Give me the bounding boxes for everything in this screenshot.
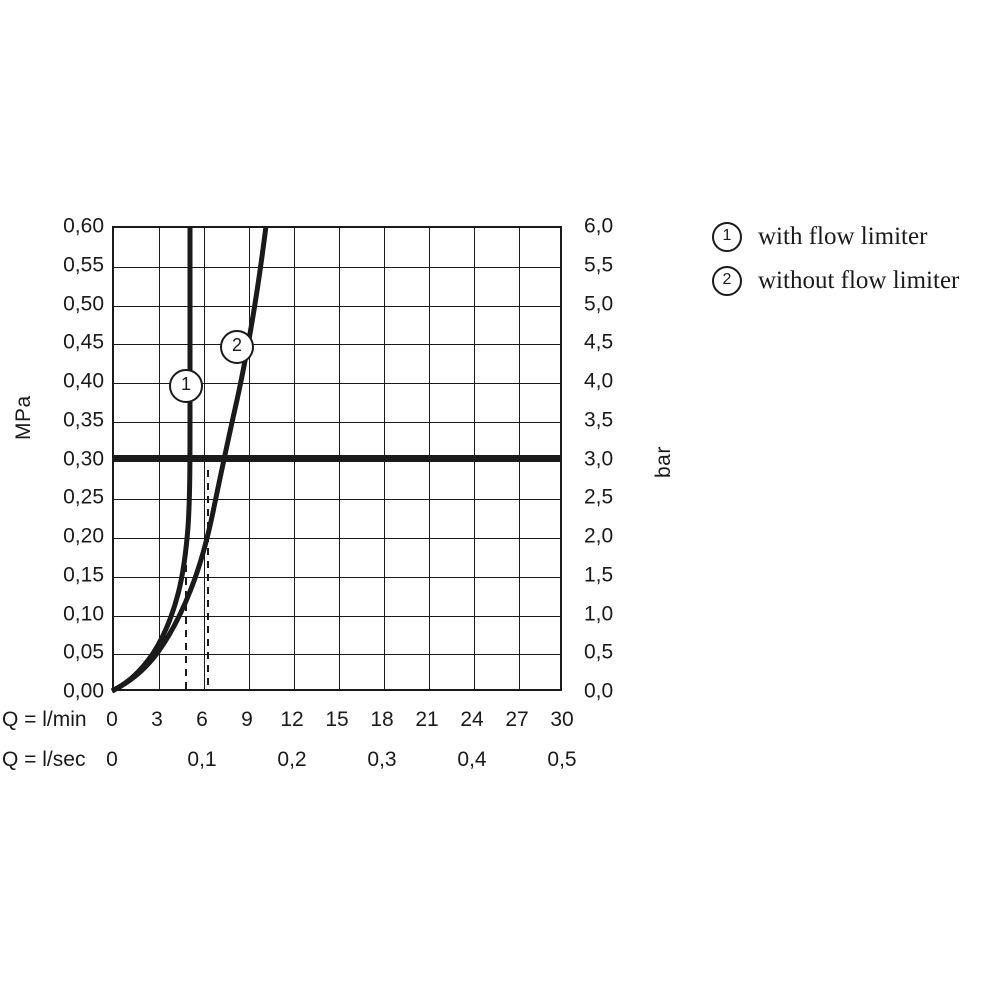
x-tick-lsec: 0,5 — [547, 748, 577, 771]
x-tick-lsec: 0 — [106, 748, 118, 771]
y-tick-right: 4,0 — [584, 369, 614, 393]
gridline-vertical — [294, 228, 295, 689]
gridline-horizontal — [114, 538, 560, 539]
x-tick-lmin: 0 — [106, 708, 118, 731]
x-tick-lsec: 0,4 — [457, 748, 487, 771]
y-tick-right: 1,0 — [584, 602, 614, 625]
gridline-horizontal — [114, 422, 560, 423]
gridline-vertical — [204, 228, 205, 689]
legend-label-2: without flow limiter — [758, 267, 960, 294]
gridline-vertical — [339, 228, 340, 689]
x-axis-lsec-label: Q = l/sec — [2, 748, 86, 771]
annotation-marker-1: 1 — [169, 369, 203, 403]
gridline-vertical — [429, 228, 430, 689]
x-axis-lmin-label: Q = l/min — [2, 708, 87, 731]
y-tick-right: 5,5 — [584, 253, 614, 277]
legend-badge-2: 2 — [712, 266, 742, 296]
y-tick-right: 0,5 — [584, 640, 614, 664]
y-tick-right: 3,5 — [584, 408, 614, 432]
gridline-vertical — [159, 228, 160, 689]
y-tick-right: 2,5 — [584, 485, 614, 509]
y-tick-right: 1,5 — [584, 563, 614, 587]
y-tick-left: 0,00 — [63, 679, 104, 703]
y-tick-left: 0,60 — [63, 214, 104, 238]
y-tick-left: 0,10 — [63, 602, 104, 625]
gridline-horizontal — [114, 344, 560, 345]
y-tick-left: 0,40 — [63, 369, 104, 393]
y-axis-right-title: bar — [652, 446, 675, 478]
gridline-vertical — [249, 228, 250, 689]
gridline-horizontal — [114, 267, 560, 268]
x-tick-lmin: 12 — [280, 708, 304, 731]
y-tick-left: 0,20 — [63, 524, 104, 548]
plot-area — [112, 226, 562, 691]
x-tick-lmin: 24 — [460, 708, 484, 731]
legend — [712, 222, 1000, 310]
y-tick-left: 0,15 — [63, 563, 104, 587]
gridline-vertical — [384, 228, 385, 689]
x-tick-lmin: 18 — [370, 708, 394, 731]
legend-label-1: with flow limiter — [758, 223, 928, 250]
x-tick-lmin: 3 — [151, 708, 163, 731]
gridline-vertical — [474, 228, 475, 689]
y-tick-left: 0,30 — [63, 447, 104, 470]
y-axis-left-ticks — [0, 214, 104, 703]
x-tick-lmin: 9 — [241, 708, 253, 731]
x-tick-lmin: 21 — [415, 708, 439, 731]
x-tick-lmin: 15 — [325, 708, 349, 731]
y-tick-left: 0,45 — [63, 330, 104, 354]
y-axis-left-title: MPa — [12, 395, 35, 440]
y-tick-left: 0,50 — [63, 292, 104, 315]
legend-item — [712, 266, 1000, 296]
annotation-marker-2: 2 — [220, 330, 254, 364]
x-tick-lmin: 27 — [505, 708, 529, 731]
gridline-horizontal — [114, 616, 560, 617]
x-tick-lsec: 0,1 — [187, 748, 217, 771]
y-tick-right: 5,0 — [584, 292, 614, 315]
y-tick-left: 0,25 — [63, 485, 104, 509]
legend-badge-1: 1 — [712, 222, 742, 252]
gridline-horizontal — [114, 577, 560, 578]
y-tick-right: 4,5 — [584, 330, 614, 354]
x-tick-lmin: 6 — [196, 708, 208, 731]
x-tick-lmin: 30 — [550, 708, 574, 731]
gridline-horizontal — [114, 499, 560, 500]
y-tick-left: 0,35 — [63, 408, 104, 432]
gridline-horizontal — [114, 654, 560, 655]
y-tick-right: 6,0 — [584, 214, 614, 238]
x-axis-lmin-row — [0, 706, 1000, 734]
y-tick-right: 2,0 — [584, 524, 614, 548]
x-axis-lsec-row — [0, 746, 1000, 774]
y-tick-left: 0,55 — [63, 253, 104, 277]
x-tick-lsec: 0,3 — [367, 748, 397, 771]
x-tick-lsec: 0,2 — [277, 748, 307, 771]
y-tick-right: 3,0 — [584, 447, 614, 470]
gridline-vertical — [519, 228, 520, 689]
gridline-horizontal — [114, 306, 560, 307]
y-tick-right: 0,0 — [584, 679, 614, 703]
legend-item — [712, 222, 1000, 252]
y-tick-left: 0,05 — [63, 640, 104, 664]
